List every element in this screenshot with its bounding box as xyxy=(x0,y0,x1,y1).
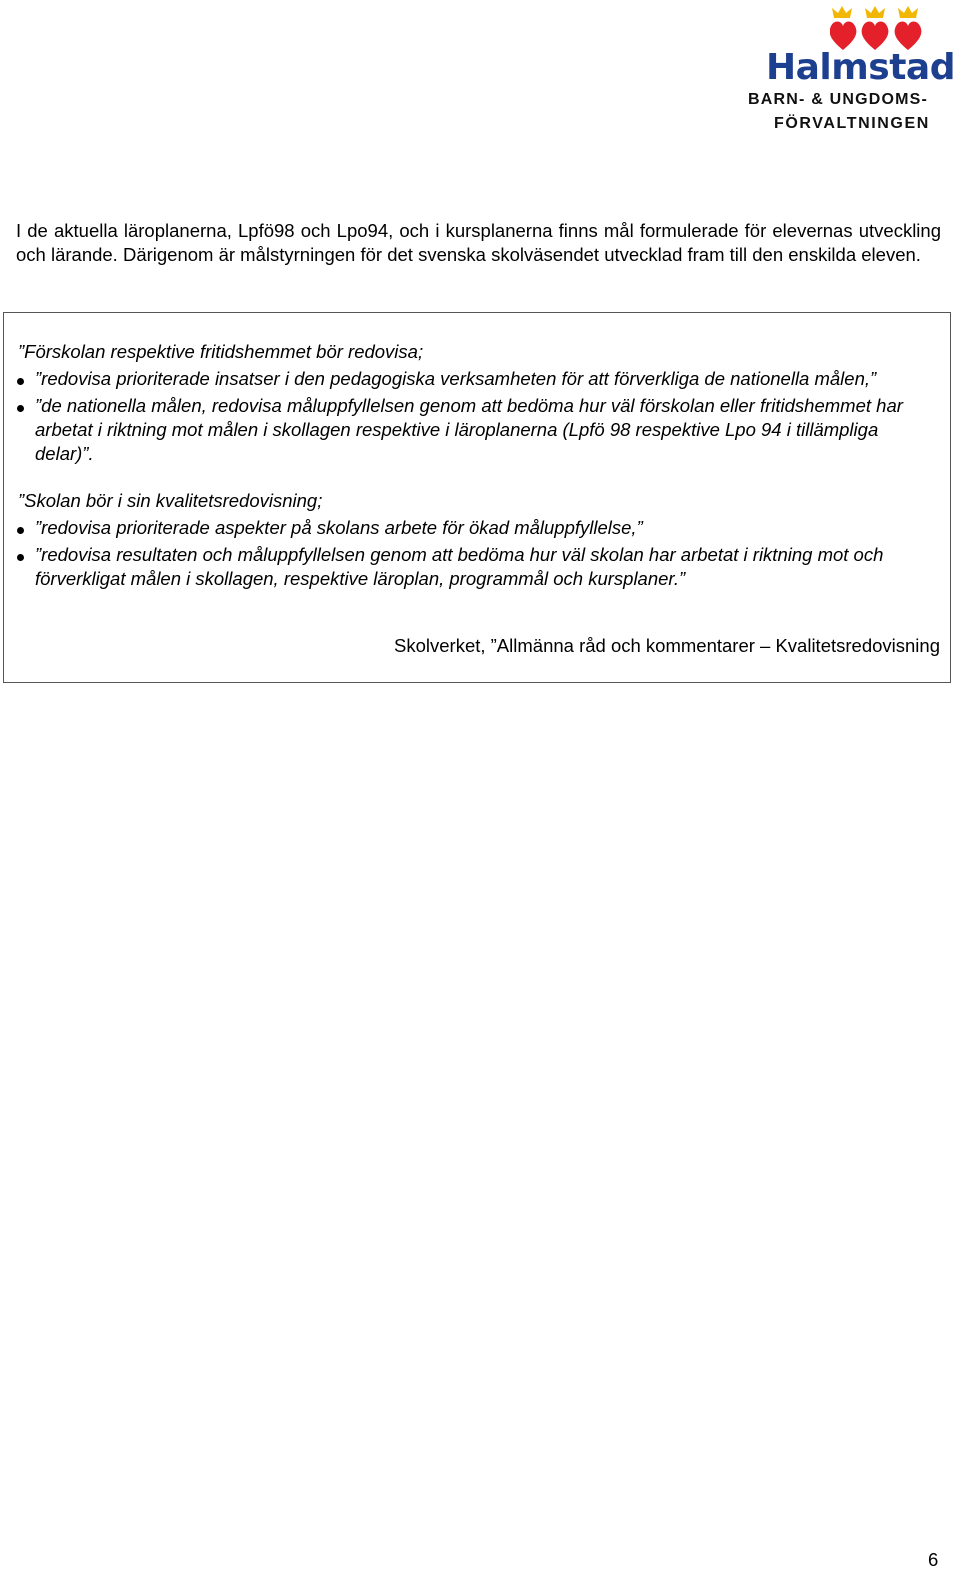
quote-box xyxy=(3,312,951,683)
logo-subtitle-line2: FÖRVALTNINGEN xyxy=(774,115,930,132)
logo-subtitle-line1: BARN- & UNGDOMS- xyxy=(748,91,929,108)
heart-icon xyxy=(862,22,889,51)
bullet-icon xyxy=(17,405,24,412)
quote-content xyxy=(18,340,938,591)
list-item xyxy=(18,394,938,466)
school-heading: ”Skolan bör i sin kvalitetsredovisning; xyxy=(18,490,323,511)
crown-icon xyxy=(865,6,885,18)
halmstad-logo xyxy=(744,4,955,134)
list-item-text: ”redovisa prioriterade insatser i den pedagogiska verksamheten för att förverkliga de nationella målen,” xyxy=(35,368,877,389)
list-item xyxy=(18,543,938,591)
list-item-text: ”redovisa resultaten och måluppfyllelsen genom att bedöma hur väl skolan har arbetat i riktning mot och förverkligat målen i skollagen, respektive läroplan, programmål och kursplaner.” xyxy=(35,544,884,589)
list-item xyxy=(18,367,938,391)
preschool-list xyxy=(18,367,938,466)
crown-icon xyxy=(898,6,918,18)
heart-icon xyxy=(895,22,922,51)
crown-icon xyxy=(832,6,852,18)
list-item-text: ”de nationella målen, redovisa måluppfyllelsen genom att bedöma hur väl förskolan eller fritidshemmet har arbetat i riktning mot målen i skollagen respektive i läroplanerna (Lpfö 98 respektive Lpo 94 i tillämpliga delar)”. xyxy=(35,395,903,464)
intro-paragraph: I de aktuella läroplanerna, Lpfö98 och Lpo94, och i kursplanerna finns mål formulerade för elevernas utveckling och lärande. Därigenom är målstyrningen för det svenska skolväsendet utvecklad fram till den enskilda eleven. xyxy=(16,220,941,265)
list-item xyxy=(18,516,938,540)
preschool-heading: ”Förskolan respektive fritidshemmet bör redovisa; xyxy=(18,341,424,362)
bullet-icon xyxy=(17,527,24,534)
bullet-icon xyxy=(17,378,24,385)
logo-name: Halmstad xyxy=(766,47,955,88)
heart-icon xyxy=(830,22,856,51)
quote-source: Skolverket, ”Allmänna råd och kommentarer – Kvalitetsredovisning xyxy=(394,635,940,656)
bullet-icon xyxy=(17,554,24,561)
school-list xyxy=(18,516,938,591)
page-number: 6 xyxy=(928,1549,939,1570)
list-item-text: ”redovisa prioriterade aspekter på skolans arbete för ökad måluppfyllelse,” xyxy=(35,517,643,538)
